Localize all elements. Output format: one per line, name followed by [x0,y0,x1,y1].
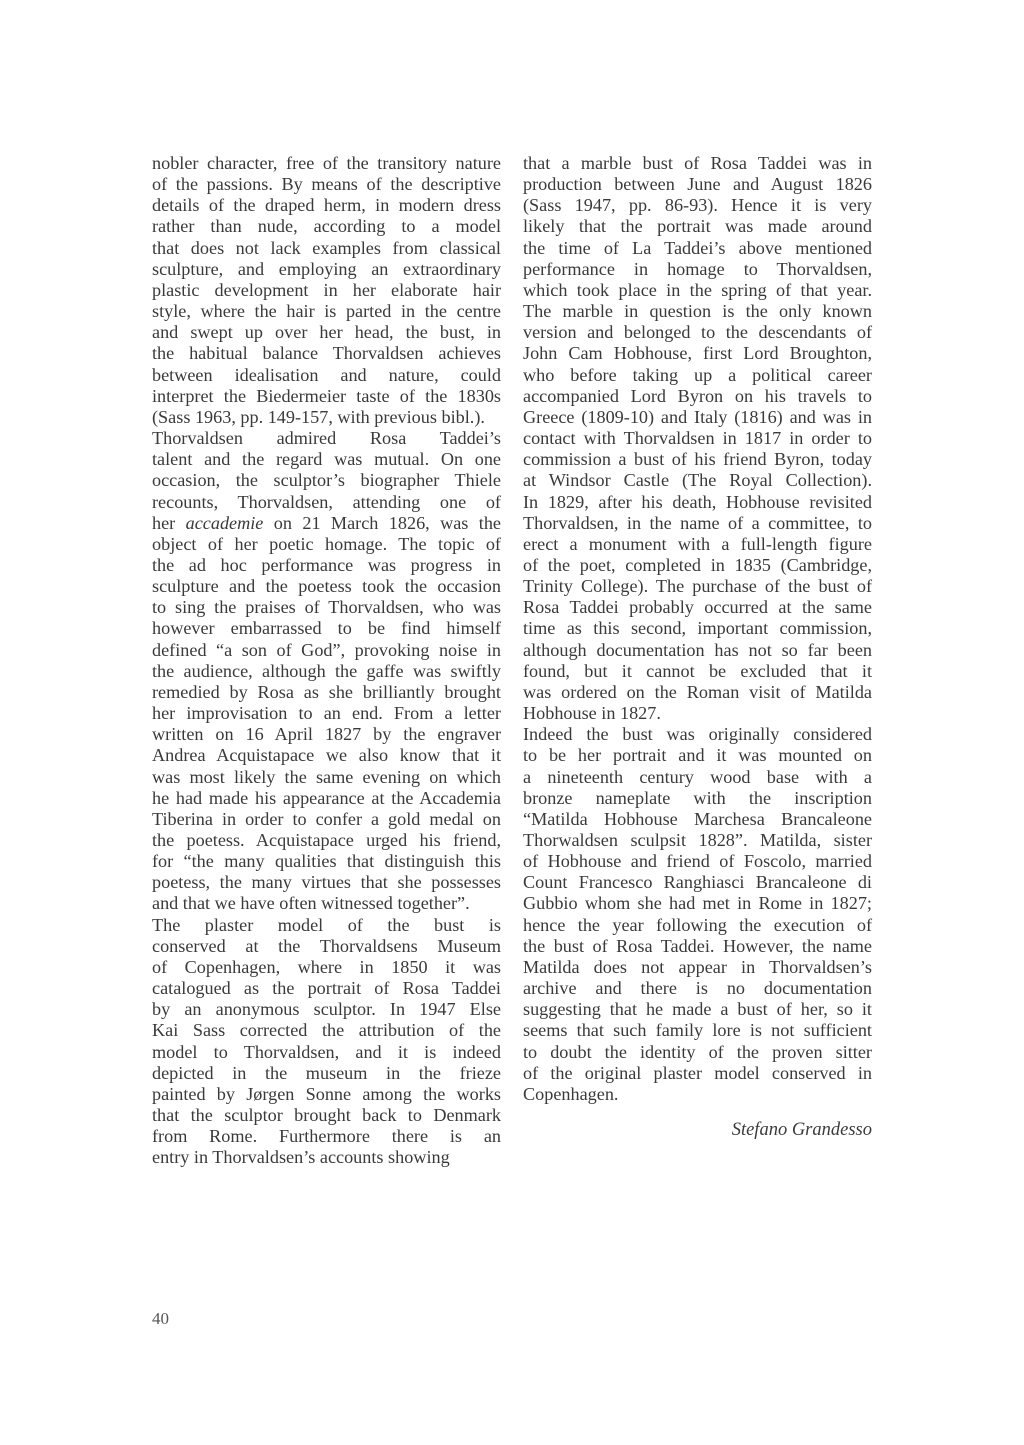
text-line: recounts, Thorvaldsen, attending one of [152,491,501,512]
text-line: the bust of Rosa Taddei. However, the name [523,935,872,956]
text-line: Tiberina in order to confer a gold medal on [152,808,501,829]
text-line: that does not lack examples from classical [152,237,501,258]
text-line: Trinity College). The purchase of the bust of [523,576,872,597]
text-line: version and belonged to the descendants of [523,322,872,343]
text-line: conserved at the Thorvaldsens Museum [152,935,501,956]
text-line: production between June and August 1826 [523,174,872,195]
text-line: accompanied Lord Byron on his travels to [523,385,872,406]
paragraph [152,915,501,1169]
text-line: to doubt the identity of the proven sitter [523,1041,872,1062]
text-line: Count Francesco Ranghiasci Brancaleone di [523,872,872,893]
text-line: plastic development in her elaborate hair [152,279,501,300]
text-line: remedied by Rosa as she brilliantly brought [152,681,501,702]
text-line: Greece (1809-10) and Italy (1816) and was in [523,406,872,427]
text-line: Matilda does not appear in Thorvaldsen’s [523,956,872,977]
text-line: seems that such family lore is not sufficient [523,1020,872,1041]
text-line: he had made his appearance at the Accademia [152,787,501,808]
text-line: The marble in question is the only known [523,301,872,322]
text-line: the habitual balance Thorvaldsen achieves [152,343,501,364]
text-line: of the passions. By means of the descriptive [152,174,501,195]
text-line: was most likely the same evening on which [152,766,501,787]
text-line: poetess, the many virtues that she possesses [152,872,501,893]
text-line: (Sass 1947, pp. 86-93). Hence it is very [523,195,872,216]
left-column [152,153,501,1169]
text-line: details of the draped herm, in modern dress [152,195,501,216]
text-line: model to Thorvaldsen, and it is indeed [152,1041,501,1062]
text-line: time as this second, important commission, [523,618,872,639]
text-line: In 1829, after his death, Hobhouse revisited [523,491,872,512]
text-line: style, where the hair is parted in the centre [152,301,501,322]
text-line: The plaster model of the bust is [152,914,501,935]
text-line: likely that the portrait was made around [523,216,872,237]
page-number: 40 [152,1309,169,1328]
text-line: that a marble bust of Rosa Taddei was in [523,153,872,173]
text-line: Thorvaldsen, in the name of a committee, to [523,512,872,533]
text-line: depicted in the museum in the frieze [152,1062,501,1083]
text-line: although documentation has not so far been [523,639,872,660]
text-line: of Copenhagen, where in 1850 it was [152,956,501,977]
text-line: of the original plaster model conserved in [523,1062,872,1083]
text-line: contact with Thorvaldsen in 1817 in order to [523,428,872,449]
text-line: Copenhagen. [523,1083,619,1104]
text-line: sculpture, and employing an extraordinary [152,258,501,279]
text-line: at Windsor Castle (The Royal Collection). [523,470,872,491]
text-line: painted by Jørgen Sonne among the works [152,1083,501,1104]
text-line: hence the year following the execution of [523,914,872,935]
text-line: nobler character, free of the transitory nature [152,153,501,173]
text-line: Thorvaldsen admired Rosa Taddei’s [152,428,501,449]
text-line: interpret the Biedermeier taste of the 1830s [152,385,501,406]
paragraph [152,428,501,915]
text-line: commission a bust of his friend Byron, today [523,449,872,470]
author-signature: Stefano Grandesso [731,1120,872,1140]
text-line: archive and there is no documentation [523,978,872,999]
text-line: Thorwaldsen sculpsit 1828”. Matilda, sister [523,830,872,850]
italic-term: accademie [185,512,264,533]
text-line: suggesting that he made a bust of her, so it [523,999,872,1020]
text-line: between idealisation and nature, could [152,364,501,385]
text-line: Gubbio whom she had met in Rome in 1827; [523,893,872,914]
text-line: and swept up over her head, the bust, in [152,322,501,343]
text-line: Hobhouse in 1827. [523,703,661,724]
text-line: Indeed the bust was originally considered [523,724,872,745]
text-line: erect a monument with a full-length figure [523,533,872,554]
text-line: however embarrassed to be find himself [152,618,501,639]
text-line: the ad hoc performance was progress in [152,554,501,575]
text-line: of Hobhouse and friend of Foscolo, married [523,851,872,872]
paragraph [152,153,501,428]
text-line: (Sass 1963, pp. 149-157, with previous bibl.). [152,406,485,427]
text-line: Andrea Acquistapace we also know that it [152,745,501,766]
text-line: to be her portrait and it was mounted on [523,745,872,766]
text-line: to sing the praises of Thorvaldsen, who was [152,597,501,618]
text-line: talent and the regard was mutual. On one [152,449,501,470]
text-line: sculpture and the poetess took the occasion [152,576,501,597]
text-line: of the poet, completed in 1835 (Cambridge, [523,554,872,575]
text-line: written on 16 April 1827 by the engraver [152,724,501,745]
text-line: by an anonymous sculptor. In 1947 Else [152,999,501,1020]
text-line: rather than nude, according to a model [152,216,501,237]
text-line: for “the many qualities that distinguish this [152,851,501,872]
text-line: was ordered on the Roman visit of Matilda [523,681,872,702]
text-line: occasion, the sculptor’s biographer Thiele [152,470,501,491]
right-column [523,153,872,1105]
text-line: that the sculptor brought back to Denmark [152,1105,501,1126]
text-line: from Rome. Furthermore there is an [152,1126,501,1147]
text-line: John Cam Hobhouse, first Lord Broughton, [523,343,872,364]
text-line: performance in homage to Thorvaldsen, [523,258,872,279]
text-line: the poetess. Acquistapace urged his friend, [152,830,501,850]
text-line: entry in Thorvaldsen’s accounts showing [152,1147,450,1168]
text-line: catalogued as the portrait of Rosa Taddei [152,978,501,999]
paragraph [523,724,872,1105]
text-line: who before taking up a political career [523,364,872,385]
text-line: object of her poetic homage. The topic of [152,533,501,554]
text-line: the audience, although the gaffe was swiftly [152,660,501,681]
text-line: Rosa Taddei probably occurred at the same [523,597,872,618]
text-line: which took place in the spring of that year. [523,279,872,300]
text-line: “Matilda Hobhouse Marchesa Brancaleone [523,808,872,829]
text-line: a nineteenth century wood base with a [523,766,872,787]
text-line: and that we have often witnessed together”. [152,893,470,914]
paragraph [523,153,872,724]
text-line: the time of La Taddei’s above mentioned [523,237,872,258]
text-line: bronze nameplate with the inscription [523,787,872,808]
text-line: her improvisation to an end. From a letter [152,703,501,724]
text-line: her accademie on 21 March 1826, was the [152,512,501,533]
text-line: Kai Sass corrected the attribution of the [152,1020,501,1041]
text-line: found, but it cannot be excluded that it [523,660,872,681]
text-line: defined “a son of God”, provoking noise in [152,639,501,660]
